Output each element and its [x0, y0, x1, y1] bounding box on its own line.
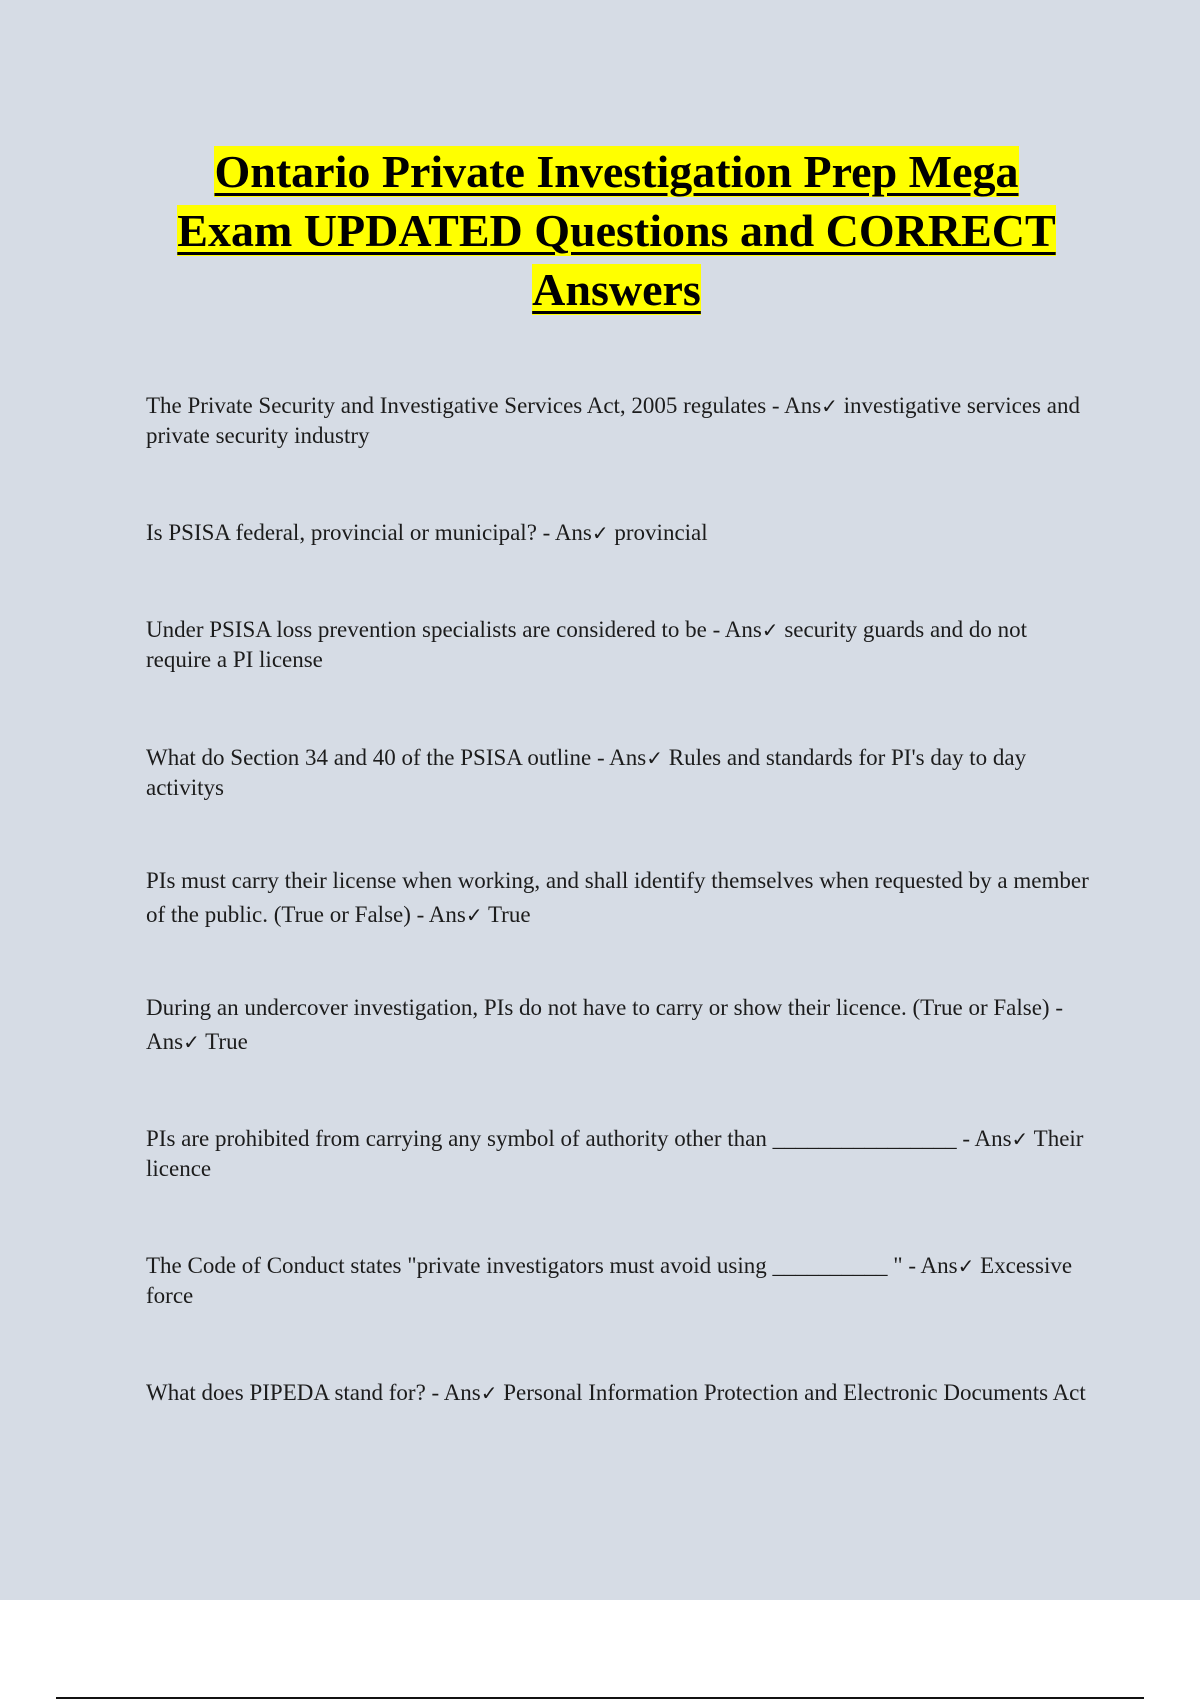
title-line-2: Exam UPDATED Questions and CORRECT [177, 205, 1056, 256]
check-icon: ✓ [591, 521, 609, 545]
answer-marker: Ans [974, 1126, 1012, 1151]
answer-marker: Ans [784, 393, 822, 418]
check-icon: ✓ [646, 746, 663, 770]
footer-divider [56, 1697, 1144, 1699]
qa-question: The Private Security and Investigative Services Act, 2005 regulates - [146, 393, 785, 418]
check-icon: ✓ [957, 1254, 975, 1278]
check-icon: ✓ [480, 1381, 498, 1405]
qa-item-9 [146, 1378, 1096, 1408]
qa-answer: security guards and do not require a PI license [146, 617, 1028, 672]
answer-marker: Ans [920, 1253, 958, 1278]
qa-item-8 [146, 1251, 1096, 1311]
qa-item-6 [146, 991, 1096, 1059]
answer-marker: Ans [609, 745, 647, 770]
qa-answer: investigative services and private security industry [146, 393, 1080, 448]
qa-answer: True [482, 902, 531, 927]
qa-item-7 [146, 1124, 1096, 1184]
answer-marker: Ans [724, 617, 762, 642]
answer-marker: Ans [443, 1380, 481, 1405]
qa-answer: Excessive force [146, 1253, 1073, 1308]
qa-question: The Code of Conduct states "private investigators must avoid using __________ " - [146, 1253, 921, 1278]
qa-answer: Personal Information Protection and Electronic Documents Act [497, 1380, 1086, 1405]
answer-marker: Ans [146, 1029, 184, 1054]
qa-item-3 [146, 615, 1096, 675]
title-line-3: Answers [532, 264, 701, 315]
check-icon: ✓ [183, 1030, 200, 1054]
qa-item-2 [146, 518, 1096, 548]
qa-answer: True [199, 1029, 248, 1054]
qa-answer: Their licence [146, 1126, 1084, 1181]
qa-question: PIs must carry their license when working, and shall identify themselves when requested by a member of the public. (True or False) - [146, 868, 1089, 927]
qa-question: Is PSISA federal, provincial or municipal? - [146, 520, 555, 545]
qa-question: Under PSISA loss prevention specialists are considered to be - [146, 617, 725, 642]
check-icon: ✓ [761, 618, 779, 642]
qa-question: What do Section 34 and 40 of the PSISA outline - [146, 745, 610, 770]
answer-marker: Ans [554, 520, 592, 545]
check-icon: ✓ [465, 903, 483, 927]
document-title [120, 142, 1113, 319]
qa-answer: provincial [608, 520, 708, 545]
answer-marker: Ans [428, 902, 466, 927]
check-icon: ✓ [821, 394, 838, 418]
qa-question: During an undercover investigation, PIs do not have to carry or show their licence. (True or False) - [146, 995, 1063, 1020]
qa-item-5 [146, 864, 1096, 932]
qa-item-1 [146, 391, 1096, 451]
check-icon: ✓ [1011, 1127, 1029, 1151]
qa-item-4 [146, 743, 1096, 803]
title-line-1: Ontario Private Investigation Prep Mega [214, 146, 1019, 197]
qa-answer: Rules and standards for PI's day to day activitys [146, 745, 1027, 800]
qa-question: What does PIPEDA stand for? - [146, 1380, 444, 1405]
qa-question: PIs are prohibited from carrying any symbol of authority other than ________________ - [146, 1126, 975, 1151]
